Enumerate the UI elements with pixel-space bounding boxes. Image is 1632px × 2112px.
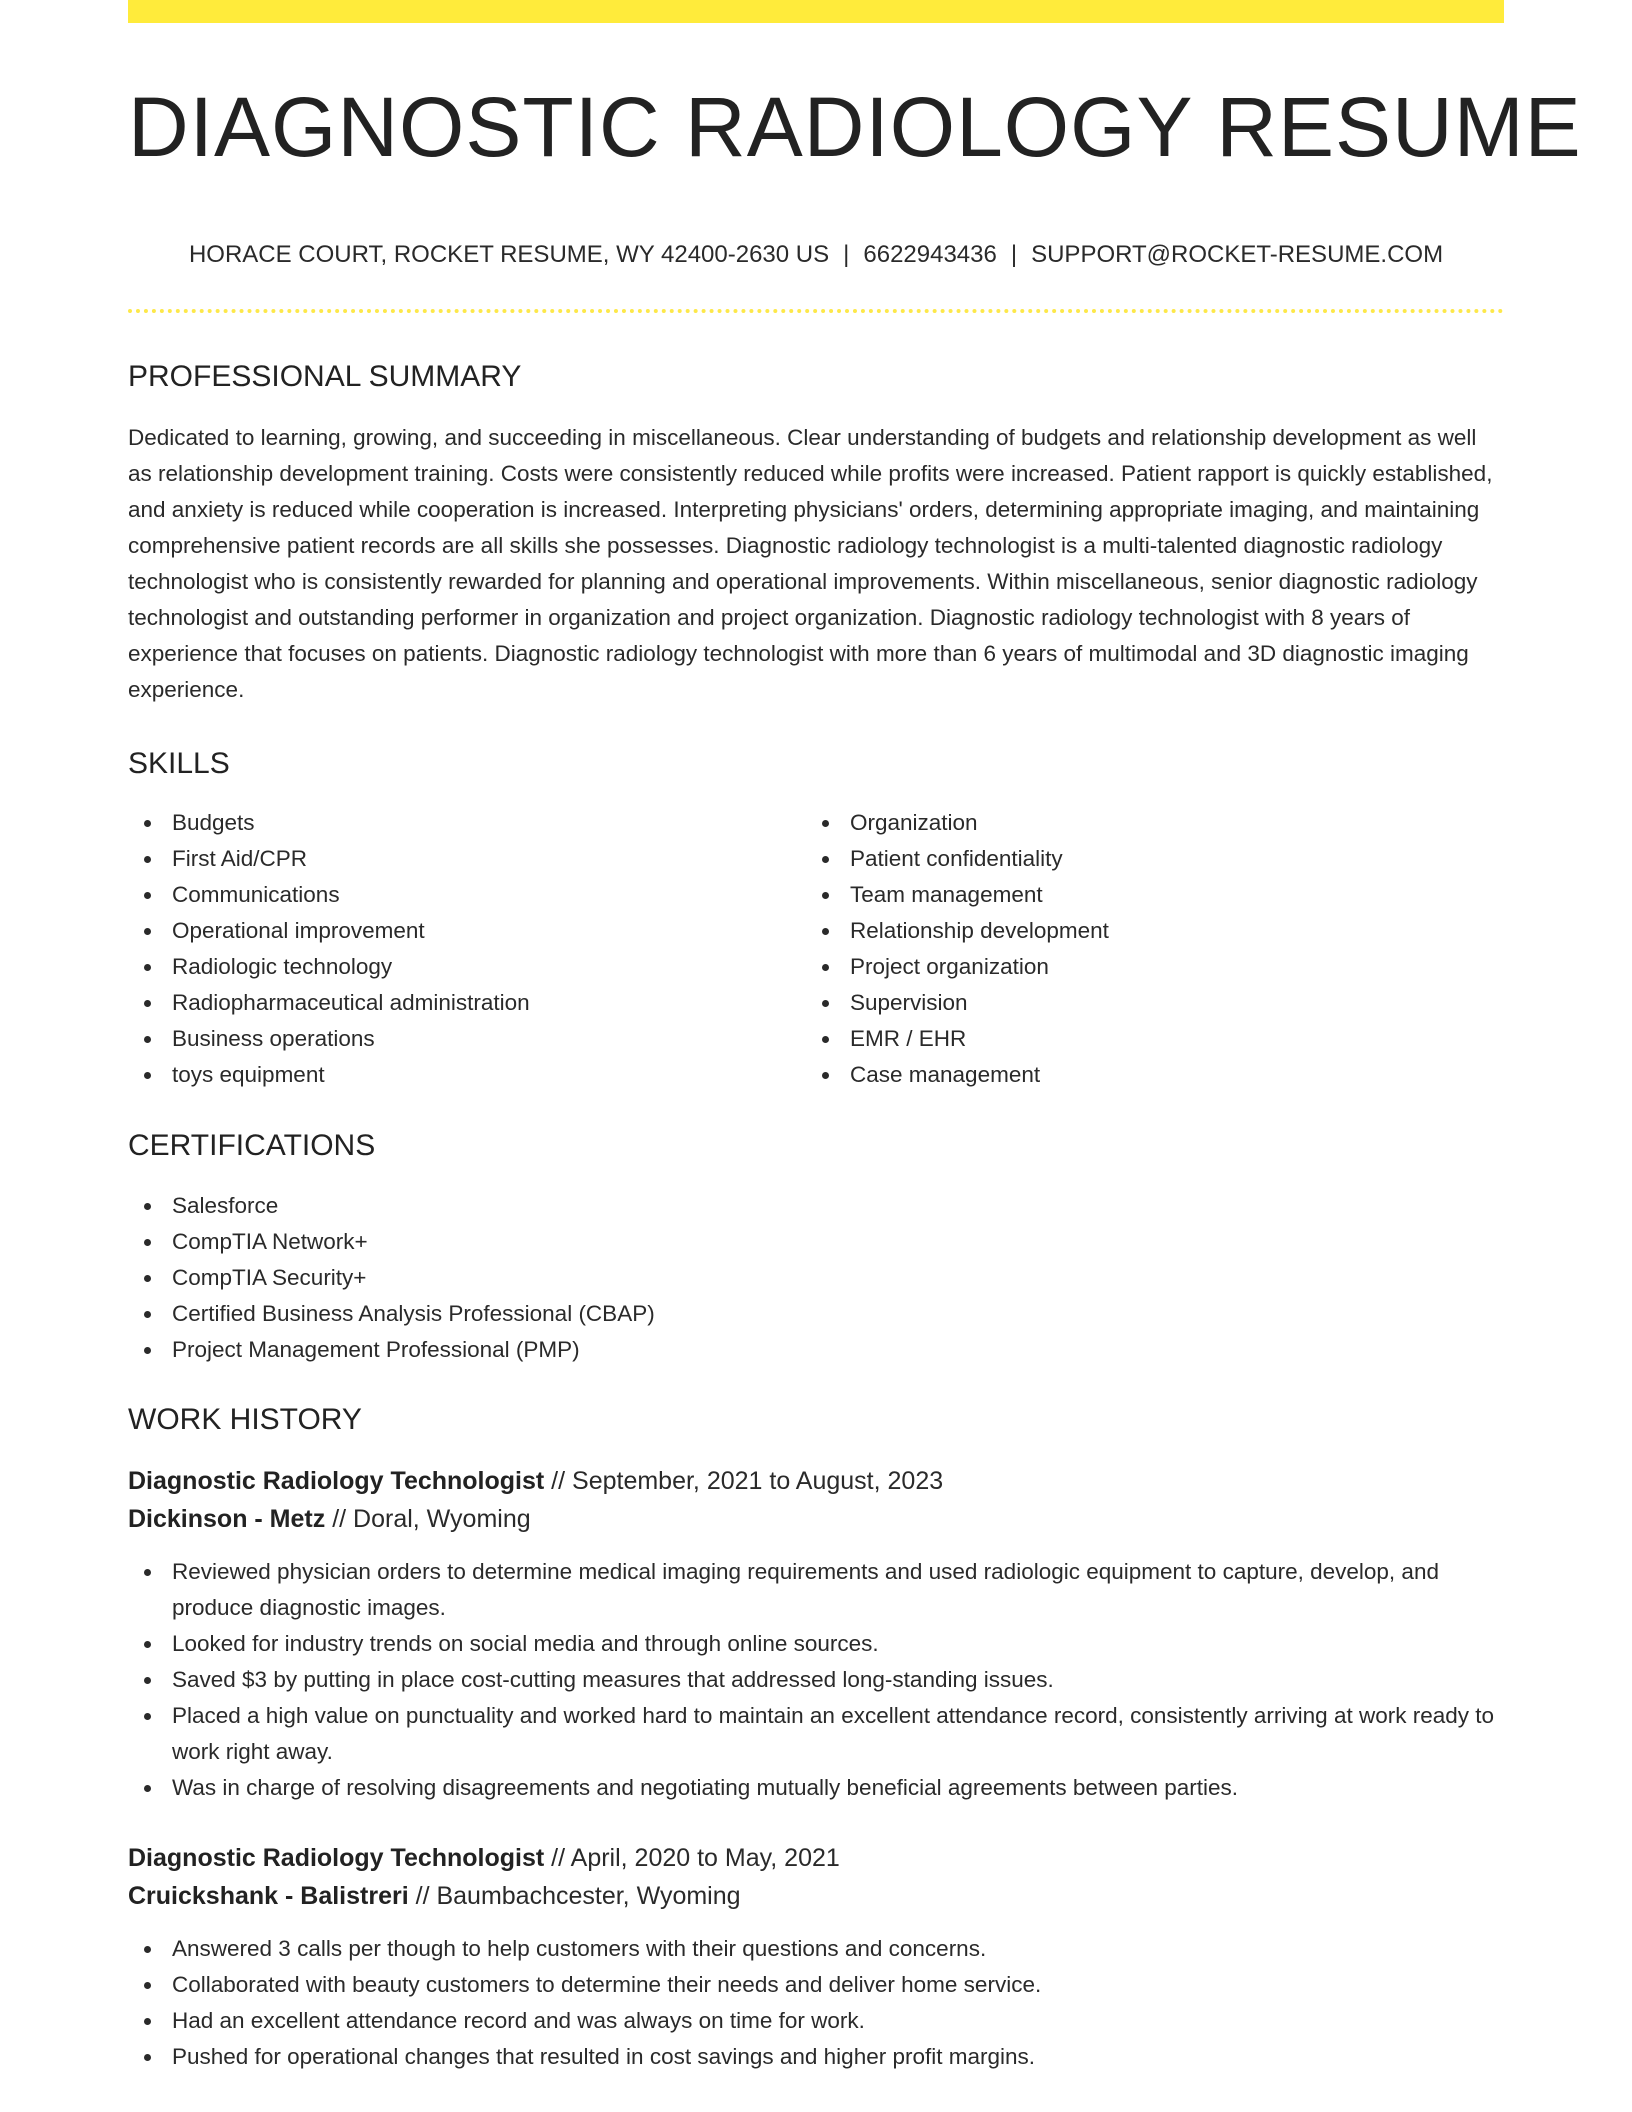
- job-duties-list: [128, 1931, 1504, 2075]
- skill-item: Communications: [128, 877, 806, 913]
- job-duty: Saved $3 by putting in place cost-cutting measures that addressed long-standing issues.: [128, 1662, 1504, 1698]
- skills-heading: SKILLS: [128, 747, 230, 780]
- contact-email: SUPPORT@ROCKET-RESUME.COM: [1031, 241, 1444, 268]
- skill-item: Business operations: [128, 1021, 806, 1057]
- skill-item: Patient confidentiality: [806, 841, 1484, 877]
- job-duties-list: [128, 1554, 1504, 1806]
- job-entry: [128, 1839, 1504, 2075]
- skill-item: Case management: [806, 1057, 1484, 1093]
- contact-line: [128, 243, 1504, 267]
- job-title: Diagnostic Radiology Technologist: [128, 1844, 545, 1872]
- contact-separator: |: [843, 241, 850, 268]
- skill-item: Operational improvement: [128, 913, 806, 949]
- summary-heading: PROFESSIONAL SUMMARY: [128, 360, 522, 393]
- skills-list-left: [128, 805, 806, 1093]
- job-company-line: [128, 1500, 1504, 1538]
- summary-text: Dedicated to learning, growing, and succeeding in miscellaneous. Clear understanding of budgets and relationship development as well as relationship development training. Costs were consistently reduced while profits were increased. Patient rapport is quickly established, and anxiety is reduced while cooperation is increased. Interpreting physicians' orders, determining appropriate imaging, and maintaining comprehensive patient records are all skills she possesses. Diagnostic radiology technologist is a multi-talented diagnostic radiology technologist who is consistently rewarded for planning and operational improvements. Within miscellaneous, senior diagnostic radiology technologist and outstanding performer in organization and project organization. Diagnostic radiology technologist with 8 years of experience that focuses on patients. Diagnostic radiology technologist with more than 6 years of multimodal and 3D diagnostic imaging experience.: [128, 425, 1493, 702]
- job-company: Dickinson - Metz: [128, 1505, 326, 1533]
- contact-address: HORACE COURT, ROCKET RESUME, WY 42400-2630 US: [188, 241, 830, 268]
- skill-item: Project organization: [806, 949, 1484, 985]
- skill-item: Organization: [806, 805, 1484, 841]
- skill-item: Team management: [806, 877, 1484, 913]
- job-duty: Collaborated with beauty customers to determine their needs and deliver home service.: [128, 1967, 1504, 2003]
- job-title: Diagnostic Radiology Technologist: [128, 1467, 545, 1495]
- job-company-line: [128, 1877, 1504, 1915]
- certification-item: CompTIA Network+: [128, 1224, 1504, 1260]
- resume-title: DIAGNOSTIC RADIOLOGY RESUME: [128, 80, 1582, 174]
- skill-item: toys equipment: [128, 1057, 806, 1093]
- work-history-heading: WORK HISTORY: [128, 1403, 362, 1436]
- job-location: // Baumbachcester, Wyoming: [408, 1882, 741, 1910]
- certifications-list: [128, 1188, 1504, 1368]
- job-title-line: [128, 1462, 1504, 1500]
- skill-item: Budgets: [128, 805, 806, 841]
- job-location: // Doral, Wyoming: [325, 1505, 531, 1533]
- job-dates: // September, 2021 to August, 2023: [544, 1467, 944, 1495]
- certifications-heading: CERTIFICATIONS: [128, 1129, 376, 1162]
- skill-item: Radiologic technology: [128, 949, 806, 985]
- skill-item: First Aid/CPR: [128, 841, 806, 877]
- certification-item: Salesforce: [128, 1188, 1504, 1224]
- certification-item: Project Management Professional (PMP): [128, 1332, 1504, 1368]
- contact-phone: 6622943436: [863, 241, 997, 268]
- job-dates: // April, 2020 to May, 2021: [544, 1844, 840, 1872]
- dotted-divider: [128, 309, 1504, 313]
- skills-list-right: [806, 805, 1484, 1093]
- skills-grid: [128, 805, 1504, 1093]
- skill-item: Supervision: [806, 985, 1484, 1021]
- job-title-line: [128, 1839, 1504, 1877]
- certification-item: Certified Business Analysis Professional (CBAP): [128, 1296, 1504, 1332]
- job-duty: Looked for industry trends on social media and through online sources.: [128, 1626, 1504, 1662]
- resume-page: [128, 0, 1582, 2075]
- top-accent-bar: [128, 0, 1504, 23]
- job-entry: [128, 1462, 1504, 1806]
- job-company: Cruickshank - Balistreri: [128, 1882, 409, 1910]
- skill-item: EMR / EHR: [806, 1021, 1484, 1057]
- job-duty: Answered 3 calls per though to help customers with their questions and concerns.: [128, 1931, 1504, 1967]
- job-duty: Was in charge of resolving disagreements and negotiating mutually beneficial agreements between parties.: [128, 1770, 1504, 1806]
- job-duty: Placed a high value on punctuality and worked hard to maintain an excellent attendance record, consistently arriving at work ready to work right away.: [128, 1698, 1504, 1770]
- job-duty: Reviewed physician orders to determine medical imaging requirements and used radiologic equipment to capture, develop, and produce diagnostic images.: [128, 1554, 1504, 1626]
- certification-item: CompTIA Security+: [128, 1260, 1504, 1296]
- job-duty: Had an excellent attendance record and was always on time for work.: [128, 2003, 1504, 2039]
- skill-item: Radiopharmaceutical administration: [128, 985, 806, 1021]
- job-duty: Pushed for operational changes that resulted in cost savings and higher profit margins.: [128, 2039, 1504, 2075]
- skill-item: Relationship development: [806, 913, 1484, 949]
- contact-separator: |: [1010, 241, 1018, 268]
